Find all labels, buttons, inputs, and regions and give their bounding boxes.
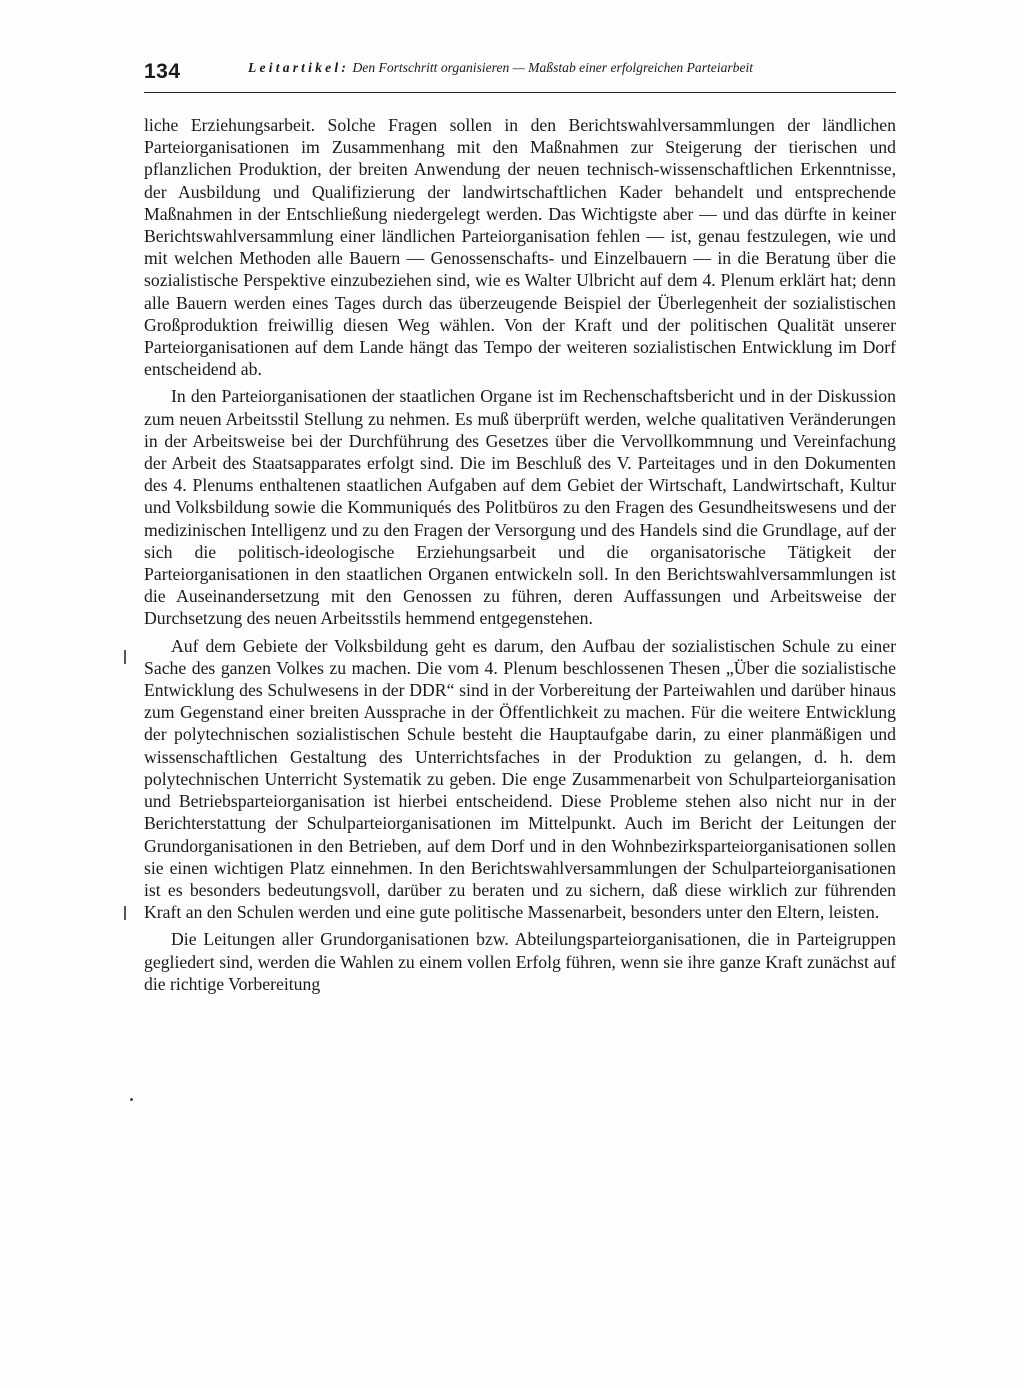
margin-mark [124,906,126,920]
margin-dot [130,1098,133,1101]
paragraph: Die Leitungen aller Grundorganisationen bzw. Abteilungsparteiorganisationen, die in Parteigruppen gegliedert sind, werden die Wahlen zu einem vollen Erfolg führen, wenn sie ihre ganze Kraft zunächst auf die richtige Vorbereitung [144,929,896,994]
article-body [144,114,896,1000]
page-number: 134 [144,60,181,83]
page-header [144,58,896,93]
paragraph: In den Parteiorganisationen der staatlichen Organe ist im Rechenschaftsbericht und in der Diskussion zum neuen Arbeitsstil Stellung zu nehmen. Es muß überprüft werden, welche qualitativen Veränderungen in der Arbeitsweise bei der Durchführung des Gesetzes über die Vervollkommnung und Vereinfachung der Arbeit des Staatsapparates erfolgt sind. Die im Beschluß des V. Parteitages und in den Dokumenten des 4. Plenums enthaltenen staatlichen Aufgaben auf dem Gebiet der Wirtschaft, Landwirtschaft, Kultur und Volksbildung sowie die Kommuniqués des Politbüros zu den Fragen des Gesundheitswesens und der medizinischen Intelligenz und zu den Fragen der Versorgung und des Handels sind die Grundlage, auf der sich die politisch-ideologische Erziehungsarbeit und die organisatorische Tätigkeit der Parteiorganisationen in den staatlichen Organen entwickeln soll. In den Berichtswahlversammlungen ist die Auseinandersetzung mit den Genossen zu führen, deren Auffassungen und Arbeitsweise der Durchsetzung des neuen Arbeitsstils hemmend entgegenstehen. [144,386,896,629]
section-label: Leitartikel: [248,60,350,75]
running-title: Den Fortschritt organisieren — Maßstab einer erfolgreichen Parteiarbeit [352,60,754,75]
paragraph: Auf dem Gebiete der Volksbildung geht es darum, den Aufbau der sozialistischen Schule zu einer Sache des ganzen Volkes zu machen. Die vom 4. Plenum beschlossenen Thesen „Über die sozialistische Entwicklung des Schulwesens in der DDR“ sind in der Vorbereitung der Parteiwahlen und darüber hinaus zum Gegenstand einer breiten Aussprache in der Öffentlichkeit zu machen. Für die weitere Entwicklung der polytechnischen sozialistischen Schule besteht die Hauptaufgabe darin, zu einer planmäßigen und wissenschaftlichen Gestaltung des Unterrichtsfaches in der Produktion zu gelangen, d. h. dem polytechnischen Unterricht Systematik zu geben. Die enge Zusammenarbeit von Schulparteiorganisation und Betriebsparteiorganisation ist hierbei entscheidend. Diese Probleme stehen also nicht nur in der Berichterstattung der Schulparteiorganisationen im Mittelpunkt. Auch im Bericht der Leitungen der Grundorganisationen in den Betrieben, auf dem Dorf und in den Wohnbezirksparteiorganisationen sollen sie einen wichtigen Platz einnehmen. In den Berichtswahlversammlungen der Schulparteiorganisationen ist es besonders bedeutungsvoll, darüber zu beraten und zu sichern, daß diese wirklich zur führenden Kraft an den Schulen werden und eine gute politische Massenarbeit, besonders unter den Eltern, leisten. [144,635,896,923]
paragraph-continued: liche Erziehungsarbeit. Solche Fragen sollen in den Berichtswahlversammlungen der ländlichen Parteiorganisationen im Zusammenhang mit den Maßnahmen zur Steigerung der tierischen und pflanzlichen Produktion, der breiten Anwendung der neuen technisch-wissenschaftlichen Erkenntnisse, der Ausbildung und Qualifizierung der landwirtschaftlichen Kader behandelt und entsprechende Maßnahmen in der Entschließung niedergelegt werden. Das Wichtigste aber — und das dürfte in keiner Berichtswahlversammlung einer ländlichen Parteiorganisation fehlen — ist, genau festzulegen, wie und mit welchen Methoden alle Bauern — Genossenschafts- und Einzelbauern — in die Beratung über die sozialistische Perspektive einzubeziehen sind, wie es Walter Ulbricht auf dem 4. Plenum erklärt hat; denn alle Bauern werden eines Tages durch das überzeugende Beispiel der Überlegenheit der sozialistischen Großproduktion freiwillig diesen Weg wählen. Von der Kraft und der politischen Qualität unserer Parteiorganisationen auf dem Lande hängt das Tempo der weiteren sozialistischen Entwicklung im Dorf entscheidend ab. [144,115,896,380]
running-head [248,60,896,75]
margin-mark [124,650,126,664]
